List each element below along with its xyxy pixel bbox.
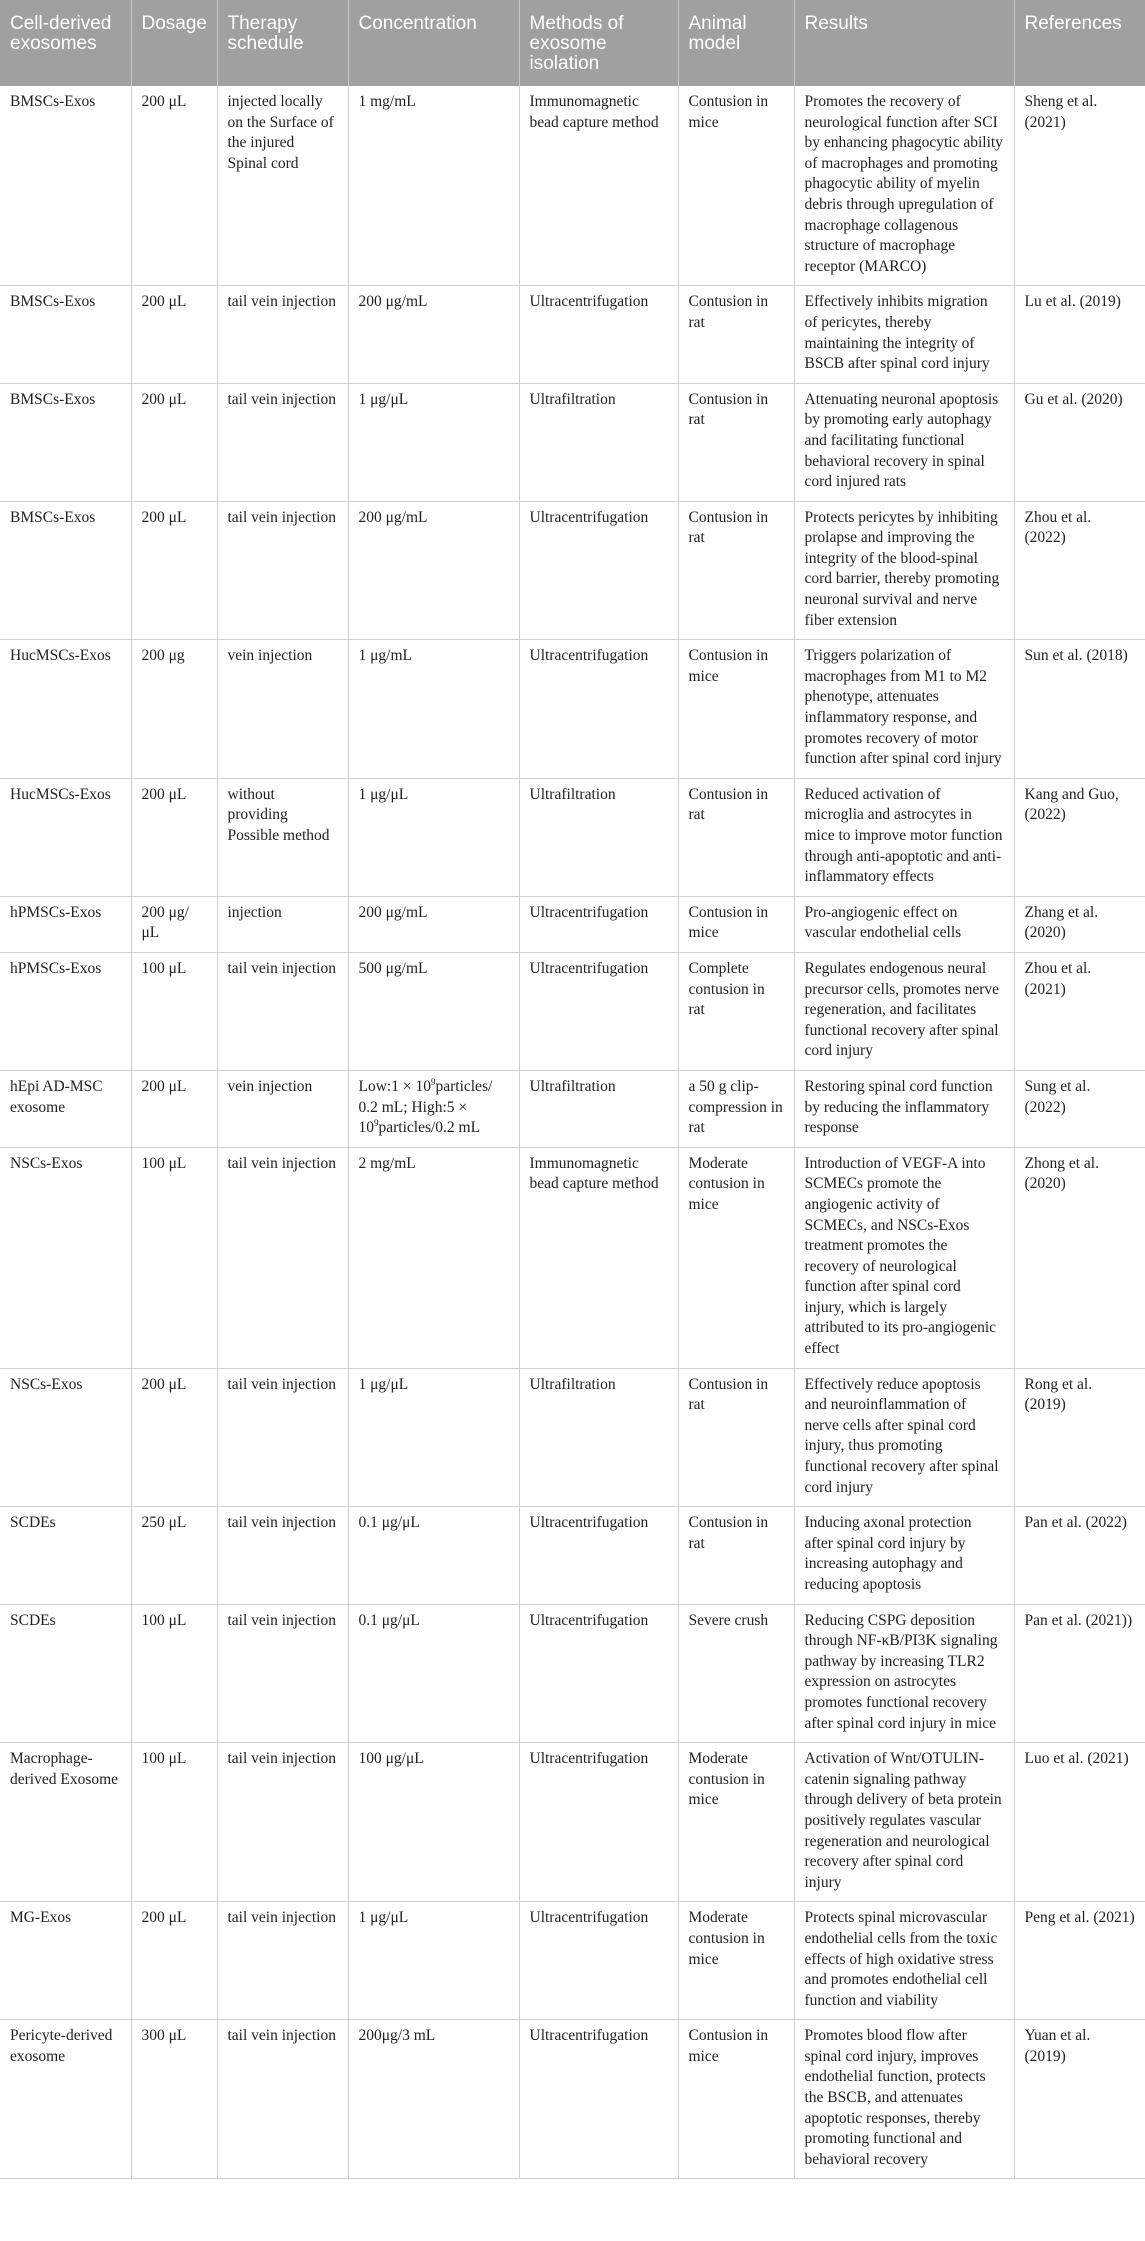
cell-dosage: 200 μg bbox=[131, 640, 217, 779]
cell-reference: Sheng et al. (2021) bbox=[1014, 86, 1145, 286]
cell-reference: Zhou et al. (2021) bbox=[1014, 952, 1145, 1070]
cell-schedule: tail vein injection bbox=[217, 383, 348, 501]
cell-model: a 50 g clip-compression in rat bbox=[678, 1070, 794, 1147]
cell-results: Attenuating neuronal apoptosis by promoting early autophagy and facilitating functional behavioral recovery in spinal cord injured rats bbox=[794, 383, 1014, 501]
cell-exosome: hPMSCs-Exos bbox=[0, 896, 131, 952]
cell-exosome: Macrophage-derived Exosome bbox=[0, 1743, 131, 1902]
cell-results: Reducing CSPG deposition through NF-κB/PI3K signaling pathway by increasing TLR2 expression on astrocytes promotes functional recovery after spinal cord injury in mice bbox=[794, 1604, 1014, 1743]
cell-model: Contusion in mice bbox=[678, 86, 794, 286]
cell-reference: Rong et al. (2019) bbox=[1014, 1368, 1145, 1507]
table-row bbox=[0, 1743, 1145, 1902]
table-row bbox=[0, 1368, 1145, 1507]
cell-model: Contusion in mice bbox=[678, 640, 794, 779]
cell-schedule: tail vein injection bbox=[217, 2020, 348, 2179]
table-row bbox=[0, 896, 1145, 952]
cell-schedule: tail vein injection bbox=[217, 1902, 348, 2020]
cell-method: Immunomagnetic bead capture method bbox=[519, 86, 678, 286]
cell-model: Severe crush bbox=[678, 1604, 794, 1743]
header-cell-derived-exosomes: Cell-derived exosomes bbox=[0, 0, 131, 86]
cell-method: Ultrafiltration bbox=[519, 1368, 678, 1507]
table-row bbox=[0, 1902, 1145, 2020]
cell-dosage: 100 μL bbox=[131, 952, 217, 1070]
cell-dosage: 200 μL bbox=[131, 1902, 217, 2020]
header-isolation-method: Methods of exosome isolation bbox=[519, 0, 678, 86]
cell-dosage: 250 μL bbox=[131, 1507, 217, 1604]
cell-model: Contusion in rat bbox=[678, 501, 794, 640]
cell-results: Triggers polarization of macrophages from M1 to M2 phenotype, attenuates inflammatory response, and promotes recovery of motor function after spinal cord injury bbox=[794, 640, 1014, 779]
exponent: 9 bbox=[430, 1076, 436, 1087]
cell-reference: Zhong et al. (2020) bbox=[1014, 1147, 1145, 1368]
cell-exosome: SCDEs bbox=[0, 1604, 131, 1743]
cell-schedule: injection bbox=[217, 896, 348, 952]
cell-dosage: 100 μL bbox=[131, 1147, 217, 1368]
cell-method: Ultracentrifugation bbox=[519, 501, 678, 640]
cell-method: Ultracentrifugation bbox=[519, 640, 678, 779]
cell-dosage: 200 μL bbox=[131, 286, 217, 383]
header-therapy-schedule: Therapy schedule bbox=[217, 0, 348, 86]
cell-exosome: BMSCs-Exos bbox=[0, 501, 131, 640]
exponent: 9 bbox=[374, 1117, 379, 1128]
cell-reference: Peng et al. (2021) bbox=[1014, 1902, 1145, 2020]
cell-exosome: Pericyte-derived exosome bbox=[0, 2020, 131, 2179]
cell-concentration: 500 μg/mL bbox=[348, 952, 519, 1070]
cell-schedule: tail vein injection bbox=[217, 286, 348, 383]
cell-dosage: 100 μL bbox=[131, 1743, 217, 1902]
header-results: Results bbox=[794, 0, 1014, 86]
cell-results: Effectively inhibits migration of pericytes, thereby maintaining the integrity of BSCB after spinal cord injury bbox=[794, 286, 1014, 383]
table-row bbox=[0, 383, 1145, 501]
header-concentration: Concentration bbox=[348, 0, 519, 86]
cell-reference: Pan et al. (2022) bbox=[1014, 1507, 1145, 1604]
cell-dosage: 200 μL bbox=[131, 501, 217, 640]
cell-model: Contusion in rat bbox=[678, 1507, 794, 1604]
cell-reference: Lu et al. (2019) bbox=[1014, 286, 1145, 383]
cell-dosage: 200 μL bbox=[131, 86, 217, 286]
cell-results: Restoring spinal cord function by reducing the inflammatory response bbox=[794, 1070, 1014, 1147]
cell-concentration: 1 μg/μL bbox=[348, 778, 519, 896]
cell-dosage: 200 μL bbox=[131, 778, 217, 896]
cell-schedule: tail vein injection bbox=[217, 1368, 348, 1507]
cell-dosage: 200 μg/μL bbox=[131, 896, 217, 952]
cell-method: Ultracentrifugation bbox=[519, 952, 678, 1070]
cell-dosage: 200 μL bbox=[131, 383, 217, 501]
table-row bbox=[0, 86, 1145, 286]
cell-results: Protects spinal microvascular endothelial cells from the toxic effects of high oxidative stress and promotes endothelial cell function and viability bbox=[794, 1902, 1014, 2020]
cell-model: Contusion in rat bbox=[678, 1368, 794, 1507]
table-row bbox=[0, 1070, 1145, 1147]
cell-results: Inducing axonal protection after spinal cord injury by increasing autophagy and reducing apoptosis bbox=[794, 1507, 1014, 1604]
cell-concentration: 1 μg/μL bbox=[348, 383, 519, 501]
cell-concentration: 1 μg/mL bbox=[348, 640, 519, 779]
cell-method: Ultracentrifugation bbox=[519, 1902, 678, 2020]
cell-concentration bbox=[348, 1070, 519, 1147]
table-row bbox=[0, 2020, 1145, 2179]
cell-concentration: 0.1 μg/μL bbox=[348, 1507, 519, 1604]
cell-method: Ultracentrifugation bbox=[519, 2020, 678, 2179]
cell-concentration: 200 μg/mL bbox=[348, 501, 519, 640]
cell-model: Moderate contusion in mice bbox=[678, 1147, 794, 1368]
cell-schedule: tail vein injection bbox=[217, 1743, 348, 1902]
header-dosage: Dosage bbox=[131, 0, 217, 86]
cell-reference: Zhang et al. (2020) bbox=[1014, 896, 1145, 952]
cell-schedule: tail vein injection bbox=[217, 1147, 348, 1368]
cell-method: Ultrafiltration bbox=[519, 1070, 678, 1147]
cell-concentration: 200μg/3 mL bbox=[348, 2020, 519, 2179]
cell-schedule: tail vein injection bbox=[217, 952, 348, 1070]
table-row bbox=[0, 640, 1145, 779]
cell-concentration: 1 μg/μL bbox=[348, 1368, 519, 1507]
cell-method: Ultracentrifugation bbox=[519, 896, 678, 952]
cell-reference: Pan et al. (2021)) bbox=[1014, 1604, 1145, 1743]
cell-results: Introduction of VEGF-A into SCMECs promote the angiogenic activity of SCMECs, and NSCs-Exos treatment promotes the recovery of neurological function after spinal cord injury, which is largely attributed to its pro-angiogenic effect bbox=[794, 1147, 1014, 1368]
cell-schedule: without providing Possible method bbox=[217, 778, 348, 896]
cell-concentration: 1 μg/μL bbox=[348, 1902, 519, 2020]
cell-method: Ultrafiltration bbox=[519, 778, 678, 896]
cell-results: Promotes blood flow after spinal cord injury, improves endothelial function, protects the BSCB, and attenuates apoptotic responses, thereby promoting functional and behavioral recovery bbox=[794, 2020, 1014, 2179]
concentration-unit-text: particles/0.2 mL bbox=[378, 1119, 481, 1137]
cell-concentration: 200 μg/mL bbox=[348, 286, 519, 383]
cell-results: Pro-angiogenic effect on vascular endothelial cells bbox=[794, 896, 1014, 952]
table-row bbox=[0, 1507, 1145, 1604]
cell-exosome: MG-Exos bbox=[0, 1902, 131, 2020]
table-row bbox=[0, 1147, 1145, 1368]
table-row bbox=[0, 286, 1145, 383]
cell-model: Moderate contusion in mice bbox=[678, 1743, 794, 1902]
cell-model: Contusion in rat bbox=[678, 383, 794, 501]
cell-method: Ultracentrifugation bbox=[519, 1507, 678, 1604]
cell-exosome: HucMSCs-Exos bbox=[0, 778, 131, 896]
cell-results: Effectively reduce apoptosis and neuroinflammation of nerve cells after spinal cord injury, thus promoting functional recovery after spinal cord injury bbox=[794, 1368, 1014, 1507]
cell-schedule: tail vein injection bbox=[217, 1604, 348, 1743]
cell-exosome: HucMSCs-Exos bbox=[0, 640, 131, 779]
cell-model: Contusion in rat bbox=[678, 778, 794, 896]
cell-method: Ultracentrifugation bbox=[519, 286, 678, 383]
cell-concentration: 2 mg/mL bbox=[348, 1147, 519, 1368]
cell-reference: Zhou et al. (2022) bbox=[1014, 501, 1145, 640]
cell-reference: Luo et al. (2021) bbox=[1014, 1743, 1145, 1902]
cell-reference: Yuan et al. (2019) bbox=[1014, 2020, 1145, 2179]
cell-model: Contusion in mice bbox=[678, 896, 794, 952]
cell-method: Ultracentrifugation bbox=[519, 1604, 678, 1743]
cell-schedule: tail vein injection bbox=[217, 501, 348, 640]
cell-schedule: tail vein injection bbox=[217, 1507, 348, 1604]
header-references: References bbox=[1014, 0, 1145, 86]
cell-model: Complete contusion in rat bbox=[678, 952, 794, 1070]
cell-method: Ultracentrifugation bbox=[519, 1743, 678, 1902]
concentration-low-text: Low:1 × 10 bbox=[358, 1077, 431, 1095]
concentration-high-text: particles/ 0.2 mL; High:5 × 10 bbox=[358, 1077, 493, 1137]
cell-model: Contusion in rat bbox=[678, 286, 794, 383]
cell-results: Protects pericytes by inhibiting prolapse and improving the integrity of the blood-spinal cord barrier, thereby promoting neuronal survival and nerve fiber extension bbox=[794, 501, 1014, 640]
cell-exosome: BMSCs-Exos bbox=[0, 383, 131, 501]
table-row bbox=[0, 952, 1145, 1070]
header-row bbox=[0, 0, 1145, 86]
cell-exosome: hEpi AD-MSC exosome bbox=[0, 1070, 131, 1147]
cell-schedule: vein injection bbox=[217, 1070, 348, 1147]
cell-model: Moderate contusion in mice bbox=[678, 1902, 794, 2020]
header-animal-model: Animal model bbox=[678, 0, 794, 86]
table-row bbox=[0, 778, 1145, 896]
cell-results: Activation of Wnt/OTULIN-catenin signaling pathway through delivery of beta protein positively regulates vascular regeneration and neurological recovery after spinal cord injury bbox=[794, 1743, 1014, 1902]
cell-reference: Sun et al. (2018) bbox=[1014, 640, 1145, 779]
table-row bbox=[0, 1604, 1145, 1743]
cell-dosage: 200 μL bbox=[131, 1070, 217, 1147]
cell-schedule: vein injection bbox=[217, 640, 348, 779]
table-row bbox=[0, 501, 1145, 640]
cell-dosage: 300 μL bbox=[131, 2020, 217, 2179]
cell-dosage: 100 μL bbox=[131, 1604, 217, 1743]
cell-exosome: NSCs-Exos bbox=[0, 1147, 131, 1368]
cell-model: Contusion in mice bbox=[678, 2020, 794, 2179]
cell-exosome: BMSCs-Exos bbox=[0, 286, 131, 383]
cell-method: Immunomagnetic bead capture method bbox=[519, 1147, 678, 1368]
cell-reference: Gu et al. (2020) bbox=[1014, 383, 1145, 501]
cell-schedule: injected locally on the Surface of the injured Spinal cord bbox=[217, 86, 348, 286]
cell-reference: Sung et al. (2022) bbox=[1014, 1070, 1145, 1147]
cell-method: Ultrafiltration bbox=[519, 383, 678, 501]
cell-concentration: 200 μg/mL bbox=[348, 896, 519, 952]
cell-results: Regulates endogenous neural precursor cells, promotes nerve regeneration, and facilitates functional recovery after spinal cord injury bbox=[794, 952, 1014, 1070]
cell-concentration: 1 mg/mL bbox=[348, 86, 519, 286]
cell-exosome: SCDEs bbox=[0, 1507, 131, 1604]
cell-results: Promotes the recovery of neurological function after SCI by enhancing phagocytic ability of macrophages and promoting phagocytic ability of myelin debris through upregulation of macrophage collagenous structure of macrophage receptor (MARCO) bbox=[794, 86, 1014, 286]
cell-concentration: 0.1 μg/μL bbox=[348, 1604, 519, 1743]
cell-results: Reduced activation of microglia and astrocytes in mice to improve motor function through anti-apoptotic and anti-inflammatory effects bbox=[794, 778, 1014, 896]
cell-exosome: NSCs-Exos bbox=[0, 1368, 131, 1507]
cell-exosome: BMSCs-Exos bbox=[0, 86, 131, 286]
cell-concentration: 100 μg/μL bbox=[348, 1743, 519, 1902]
cell-dosage: 200 μL bbox=[131, 1368, 217, 1507]
cell-exosome: hPMSCs-Exos bbox=[0, 952, 131, 1070]
cell-reference: Kang and Guo, (2022) bbox=[1014, 778, 1145, 896]
